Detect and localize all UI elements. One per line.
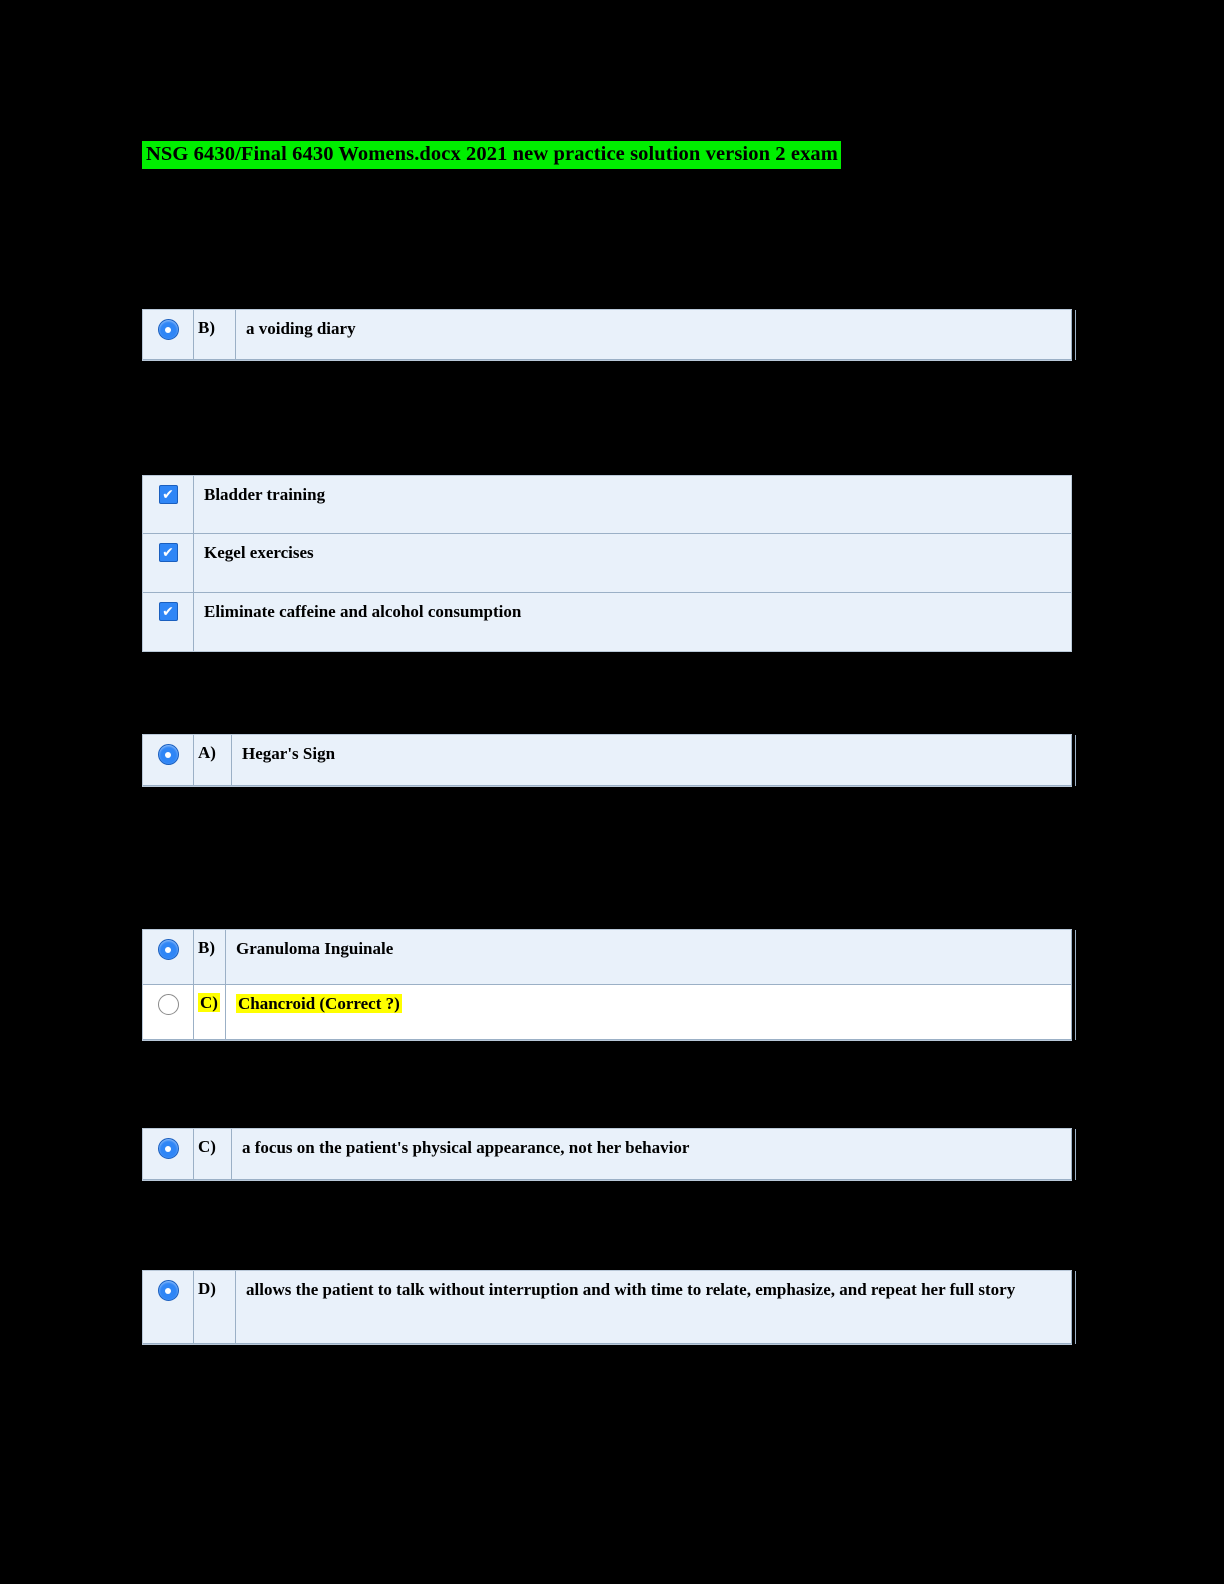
answer-radio-cell[interactable] [143,735,194,785]
answer-text: a voiding diary [236,310,1071,359]
block-edge-rule [1071,1271,1076,1344]
answer-letter: A) [194,735,232,785]
block-edge-rule [1071,1129,1076,1180]
answer-row[interactable] [143,735,1071,786]
answer-letter: D) [194,1271,236,1343]
answer-text-highlight: Chancroid (Correct ?) [238,994,400,1013]
radio-selected-icon[interactable] [158,1280,179,1301]
answer-letter-highlight: C) [200,993,218,1012]
answer-row[interactable] [143,985,1071,1040]
answer-letter: C) [194,1129,232,1179]
answer-block-1 [142,309,1072,361]
answer-letter: B) [194,310,236,359]
answer-checkbox-cell[interactable] [143,593,194,651]
answer-radio-cell[interactable] [143,1271,194,1343]
checkbox-checked-icon[interactable]: ✔ [159,602,178,621]
answer-radio-cell[interactable] [143,310,194,359]
answer-text: Kegel exercises [194,534,1071,592]
answer-row[interactable] [143,930,1071,985]
answer-row[interactable] [143,310,1071,360]
page-title: NSG 6430/Final 6430 Womens.docx 2021 new practice solution version 2 exam [142,141,841,169]
answer-block-4 [142,929,1072,1041]
answer-radio-cell[interactable] [143,985,194,1039]
answer-text: allows the patient to talk without interruption and with time to relate, emphasize, and repeat her full story [236,1271,1071,1343]
answer-block-2 [142,475,1072,652]
answer-text: Hegar's Sign [232,735,1071,785]
answer-block-3 [142,734,1072,787]
answer-row[interactable] [143,1129,1071,1180]
block-edge-rule [1071,310,1076,360]
answer-block-6 [142,1270,1072,1345]
radio-selected-icon[interactable] [158,1138,179,1159]
answer-letter [194,985,226,1039]
answer-row[interactable] [143,1271,1071,1344]
answer-radio-cell[interactable] [143,930,194,984]
answer-text: a focus on the patient's physical appearance, not her behavior [232,1129,1071,1179]
block-edge-rule [1071,735,1076,786]
answer-radio-cell[interactable] [143,1129,194,1179]
answer-text [226,985,1071,1039]
answer-text: Granuloma Inguinale [226,930,1071,984]
radio-selected-icon[interactable] [158,744,179,765]
radio-empty-icon[interactable] [158,994,179,1015]
answer-text: Bladder training [194,476,1071,533]
answer-letter: B) [194,930,226,984]
answer-row[interactable] [143,476,1071,534]
answer-checkbox-cell[interactable] [143,534,194,592]
radio-selected-icon[interactable] [158,939,179,960]
radio-selected-icon[interactable] [158,319,179,340]
answer-row[interactable] [143,593,1071,651]
answer-text: Eliminate caffeine and alcohol consumption [194,593,1071,651]
answer-block-5 [142,1128,1072,1181]
block-edge-rule [1071,930,1076,1040]
checkbox-checked-icon[interactable]: ✔ [159,485,178,504]
answer-checkbox-cell[interactable] [143,476,194,533]
checkbox-checked-icon[interactable]: ✔ [159,543,178,562]
answer-row[interactable] [143,534,1071,593]
